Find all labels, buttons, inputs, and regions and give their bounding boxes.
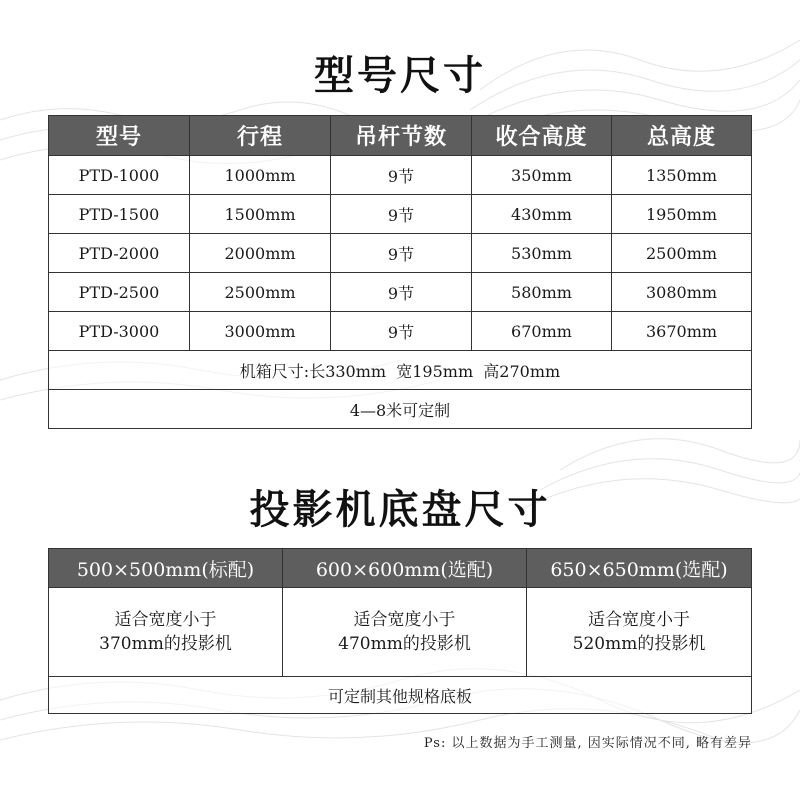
cell-model: PTD-1000 — [49, 156, 190, 195]
cell-stroke: 1500mm — [190, 195, 331, 234]
cell-closed-height: 430mm — [472, 195, 612, 234]
cell-stroke: 1000mm — [190, 156, 331, 195]
cell-sections: 9节 — [331, 312, 472, 351]
cell-total-height: 1950mm — [612, 195, 752, 234]
table-row — [49, 273, 752, 312]
cell-closed-height: 530mm — [472, 234, 612, 273]
cell-total-height: 3080mm — [612, 273, 752, 312]
measurement-note: Ps: 以上数据为手工测量, 因实际情况不同, 略有差异 — [423, 736, 752, 751]
desc-line: 370mm的投影机 — [99, 634, 232, 654]
box-size-text: 机箱尺寸:长330mm 宽195mm 高270mm — [49, 351, 752, 390]
cell-model: PTD-1500 — [49, 195, 190, 234]
desc-line: 适合宽度小于 — [353, 610, 456, 630]
cell-stroke: 2500mm — [190, 273, 331, 312]
custom-length-row — [49, 390, 752, 429]
cell-sections: 9节 — [331, 234, 472, 273]
header-base-600: 600×600mm(选配) — [283, 549, 527, 588]
base-custom-text: 可定制其他规格底板 — [49, 677, 752, 714]
base-desc-600 — [283, 588, 527, 677]
header-sections: 吊杆节数 — [331, 116, 472, 156]
base-desc-row — [49, 588, 752, 677]
base-header-row — [49, 549, 752, 588]
spec-title: 型号尺寸 — [314, 53, 486, 99]
cell-closed-height: 580mm — [472, 273, 612, 312]
cell-total-height: 1350mm — [612, 156, 752, 195]
cell-stroke: 2000mm — [190, 234, 331, 273]
cell-model: PTD-2500 — [49, 273, 190, 312]
custom-length-text: 4—8米可定制 — [49, 390, 752, 429]
base-title: 投影机底盘尺寸 — [249, 487, 551, 533]
cell-stroke: 3000mm — [190, 312, 331, 351]
cell-closed-height: 350mm — [472, 156, 612, 195]
cell-model: PTD-3000 — [49, 312, 190, 351]
desc-line: 适合宽度小于 — [588, 610, 690, 630]
box-size-row — [49, 351, 752, 390]
base-table — [48, 548, 752, 714]
base-desc-500 — [49, 588, 283, 677]
header-closed-height: 收合高度 — [472, 116, 612, 156]
spec-table — [48, 115, 752, 429]
table-row — [49, 312, 752, 351]
cell-closed-height: 670mm — [472, 312, 612, 351]
spec-header-row — [49, 116, 752, 156]
desc-line: 470mm的投影机 — [338, 634, 471, 654]
table-row — [49, 156, 752, 195]
header-base-500: 500×500mm(标配) — [49, 549, 283, 588]
header-base-650: 650×650mm(选配) — [527, 549, 752, 588]
desc-line: 适合宽度小于 — [114, 610, 217, 630]
base-custom-row — [49, 677, 752, 714]
cell-model: PTD-2000 — [49, 234, 190, 273]
cell-sections: 9节 — [331, 156, 472, 195]
header-stroke: 行程 — [190, 116, 331, 156]
base-desc-650 — [527, 588, 752, 677]
cell-sections: 9节 — [331, 273, 472, 312]
table-row — [49, 234, 752, 273]
cell-sections: 9节 — [331, 195, 472, 234]
cell-total-height: 2500mm — [612, 234, 752, 273]
header-total-height: 总高度 — [612, 116, 752, 156]
desc-line: 520mm的投影机 — [572, 634, 706, 654]
table-row — [49, 195, 752, 234]
cell-total-height: 3670mm — [612, 312, 752, 351]
header-model: 型号 — [49, 116, 190, 156]
